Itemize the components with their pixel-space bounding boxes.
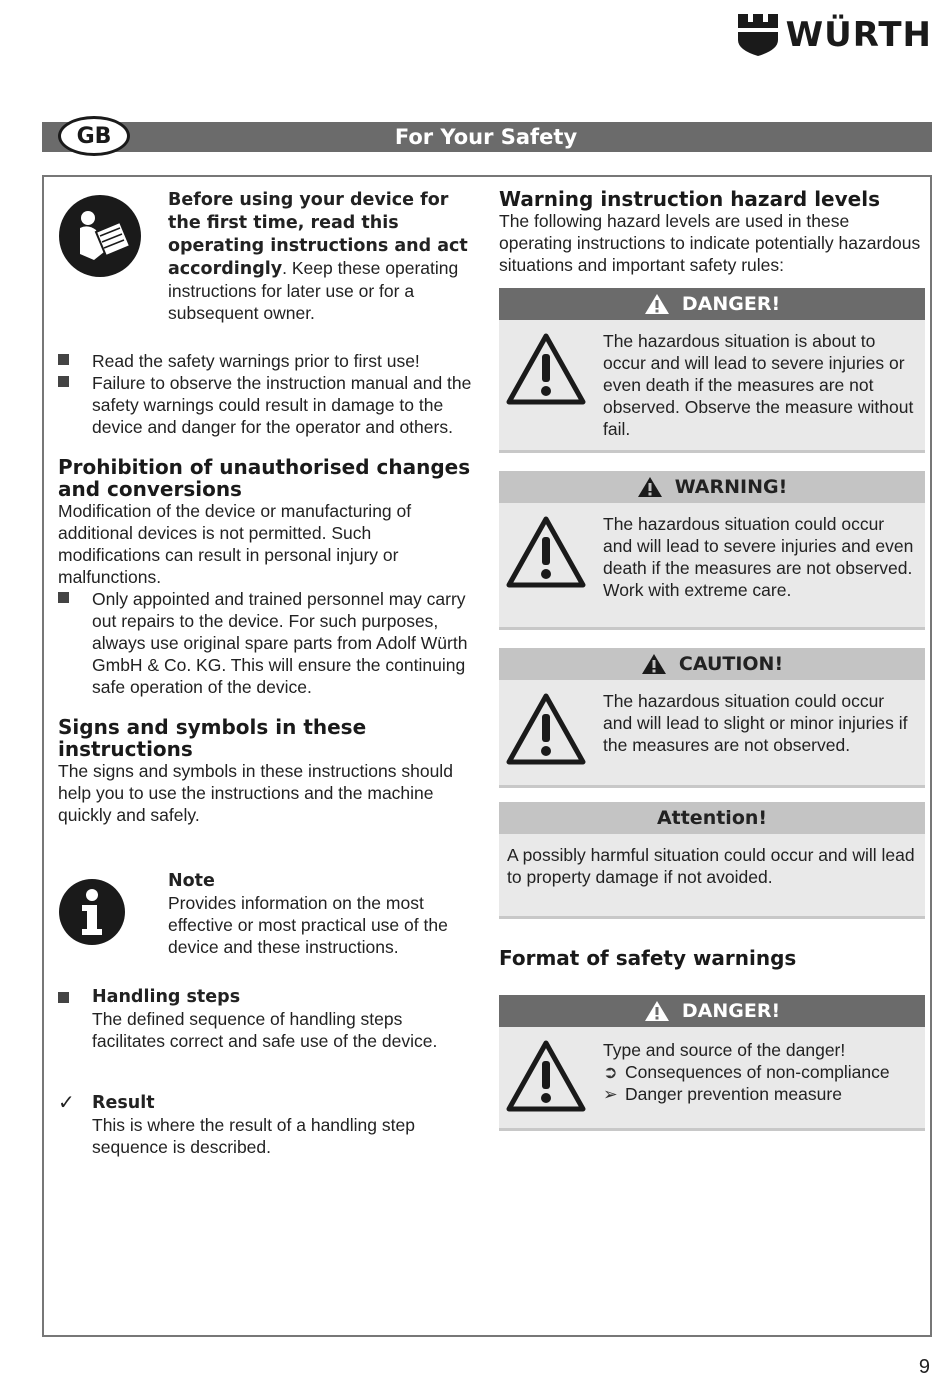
arrow-prevention-icon: ➢ xyxy=(603,1084,618,1104)
hazard-triangle-icon xyxy=(505,1039,587,1113)
signs-heading: Signs and symbols in these instructions xyxy=(58,715,367,761)
arrow-consequence-icon: ➲ xyxy=(603,1062,618,1082)
prohibition-text: Modification of the device or manufacturing of additional devices is not permitted. Such modifications can result in personal injury or malfunctions. xyxy=(58,501,412,587)
format-danger-box xyxy=(499,995,925,1131)
danger-body xyxy=(499,320,925,453)
caution-box xyxy=(499,648,925,788)
warning-text: The hazardous situation could occur and will lead to severe injuries and even death if the measures are not observed. Work with extreme care. xyxy=(603,514,914,600)
format-danger-header xyxy=(499,995,925,1027)
prohibition-heading: Prohibition of unauthorised changes and conversions xyxy=(58,455,471,501)
read-manual-icon xyxy=(58,194,142,278)
signs-text: The signs and symbols in these instructions should help you to use the instructions and the machine quickly and safely. xyxy=(58,761,453,825)
attention-header xyxy=(499,802,925,834)
danger-box xyxy=(499,288,925,453)
warning-triangle-icon xyxy=(644,1000,670,1022)
format-line-prevention: ➢ Danger prevention measure xyxy=(603,1084,842,1104)
attention-body xyxy=(499,834,925,919)
prohibition-section xyxy=(58,456,478,698)
hazard-triangle-icon xyxy=(505,515,587,589)
warning-triangle-icon xyxy=(641,653,667,675)
format-line-type: Type and source of the danger! xyxy=(603,1040,846,1060)
right-column xyxy=(499,188,925,1131)
danger-label: DANGER! xyxy=(681,293,781,315)
caution-text: The hazardous situation could occur and will lead to slight or minor injuries if the measures are not observed. xyxy=(603,691,908,755)
warning-body xyxy=(499,503,925,630)
intro-block xyxy=(58,188,478,324)
bullet-square-icon xyxy=(58,372,92,438)
attention-label: Attention! xyxy=(656,807,768,829)
wurth-crest-icon xyxy=(738,14,778,56)
language-badge: GB xyxy=(58,116,130,156)
signs-section xyxy=(58,716,478,826)
intro-text xyxy=(168,188,478,324)
note-block xyxy=(58,870,478,958)
danger-header xyxy=(499,288,925,320)
caution-header xyxy=(499,648,925,680)
format-danger-body xyxy=(499,1027,925,1131)
attention-box xyxy=(499,802,925,919)
intro-rest: . Keep these operating instructions for later use or for a subsequent owner. xyxy=(168,258,459,323)
hazard-intro: The following hazard levels are used in these operating instructions to indicate potentially hazardous situations and important safety rules: xyxy=(499,211,921,275)
hazard-triangle-icon xyxy=(505,692,587,766)
caution-label: CAUTION! xyxy=(678,653,784,675)
handling-text: The defined sequence of handling steps facilitates correct and safe use of the device. xyxy=(92,1009,438,1051)
result-title: Result xyxy=(92,1093,155,1113)
bullet-square-icon xyxy=(58,986,92,1052)
left-column xyxy=(58,188,478,1158)
checkmark-icon: ✓ xyxy=(58,1092,75,1114)
format-line-consequence: ➲ Consequences of non-compliance xyxy=(603,1062,890,1082)
result-text: This is where the result of a handling step sequence is described. xyxy=(92,1115,415,1157)
result-block xyxy=(58,1092,478,1158)
page-title: For Your Safety xyxy=(394,125,578,149)
hazard-heading: Warning instruction hazard levels xyxy=(499,187,880,211)
brand-name: WÜRTH xyxy=(785,15,932,55)
caution-body xyxy=(499,680,925,788)
format-danger-label: DANGER! xyxy=(681,1000,781,1022)
intro-bold: Before using your device for the first time, read this operating instructions and act accordingly xyxy=(168,190,468,279)
info-icon xyxy=(58,878,126,946)
hazard-triangle-icon xyxy=(505,332,587,406)
warning-box xyxy=(499,471,925,630)
wurth-logo xyxy=(738,14,932,56)
format-heading: Format of safety warnings xyxy=(499,946,797,970)
danger-text: The hazardous situation is about to occur and will lead to severe injuries or even death if the measures are not observed. Observe the measure without fail. xyxy=(603,331,914,439)
page-number: 9 xyxy=(918,1356,930,1378)
list-item: Only appointed and trained personnel may carry out repairs to the device. For such purposes, always use original spare parts from Adolf Würth GmbH & Co. KG. This will ensure the continuing safe operation of the device. xyxy=(58,588,478,698)
warning-triangle-icon xyxy=(644,293,670,315)
bullet-square-icon xyxy=(58,350,92,372)
warning-triangle-icon xyxy=(637,476,663,498)
handling-title: Handling steps xyxy=(92,987,241,1007)
warning-header xyxy=(499,471,925,503)
note-title: Note xyxy=(168,871,215,891)
handling-steps-block xyxy=(58,986,478,1052)
list-item: Failure to observe the instruction manual and the safety warnings could result in damage to the device and danger for the operator and others. xyxy=(58,372,478,438)
intro-bullets xyxy=(58,350,478,438)
attention-text: A possibly harmful situation could occur and will lead to property damage if not avoided. xyxy=(507,845,915,887)
note-text: Provides information on the most effective or most practical use of the device and these instructions. xyxy=(168,893,448,957)
warning-label: WARNING! xyxy=(674,476,788,498)
list-item: Read the safety warnings prior to first use! xyxy=(58,350,478,372)
bullet-square-icon xyxy=(58,588,92,698)
